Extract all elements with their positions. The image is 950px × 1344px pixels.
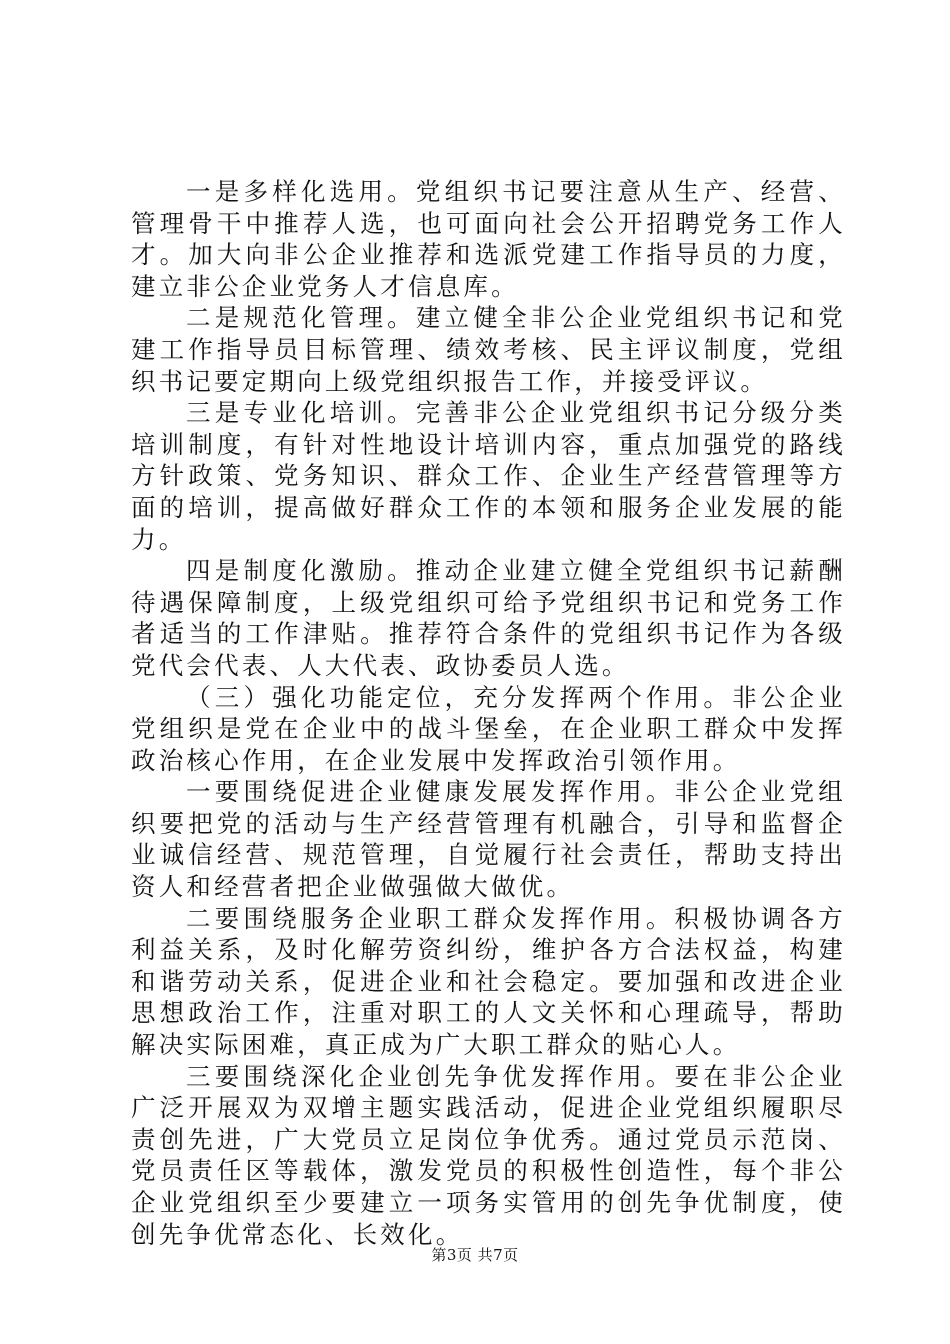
paragraph-enterprise-development: 一要围绕促进企业健康发展发挥作用。非公企业党组织要把党的活动与生产经营管理有机融合，引导和监督企业诚信经营、规范管理，自觉履行社会责任，帮助支持出资人和经营者把企业做强做大做优。 <box>131 777 846 902</box>
page-number-footer: 第3页 共7页 <box>431 1246 519 1264</box>
document-body <box>131 176 846 1250</box>
paragraph-strive-for-excellence: 三要围绕深化企业创先争优发挥作用。要在非公企业广泛开展双为双增主题实践活动，促进企业党组织履职尽责创先进，广大党员立足岗位争优秀。通过党员示范岗、党员责任区等载体，激发党员的积极性创造性，每个非公企业党组织至少要建立一项务实管用的创先争优制度，使创先争优常态化、长效化。 <box>131 1061 846 1249</box>
paragraph-section-three-heading: （三）强化功能定位，充分发挥两个作用。非公企业党组织是党在企业中的战斗堡垒，在企业职工群众中发挥政治核心作用，在企业发展中发挥政治引领作用。 <box>131 682 846 775</box>
paragraph-serve-workers: 二要围绕服务企业职工群众发挥作用。积极协调各方利益关系，及时化解劳资纠纷，维护各方合法权益，构建和谐劳动关系，促进企业和社会稳定。要加强和改进企业思想政治工作，注重对职工的人文关怀和心理疏导，帮助解决实际困难，真正成为广大职工群众的贴心人。 <box>131 903 846 1060</box>
paragraph-professional-training: 三是专业化培训。完善非公企业党组织书记分级分类培训制度，有针对性地设计培训内容，重点加强党的路线方针政策、党务知识、群众工作、企业生产经营管理等方面的培训，提高做好群众工作的本领和服务企业发展的能力。 <box>131 398 846 554</box>
paragraph-diversified-selection: 一是多样化选用。党组织书记要注意从生产、经营、管理骨干中推荐人选，也可面向社会公开招聘党务工作人才。加大向非公企业推荐和选派党建工作指导员的力度，建立非公企业党务人才信息库。 <box>131 177 846 301</box>
paragraph-institutional-incentive: 四是制度化激励。推动企业建立健全党组织书记薪酬待遇保障制度，上级党组织可给予党组织书记和党务工作者适当的工作津贴。推荐符合条件的党组织书记作为各级党代会代表、人大代表、政协委员人选。 <box>131 556 846 680</box>
paragraph-standardized-management: 二是规范化管理。建立健全非公企业党组织书记和党建工作指导员目标管理、绩效考核、民主评议制度，党组织书记要定期向上级党组织报告工作，并接受评议。 <box>131 303 846 396</box>
